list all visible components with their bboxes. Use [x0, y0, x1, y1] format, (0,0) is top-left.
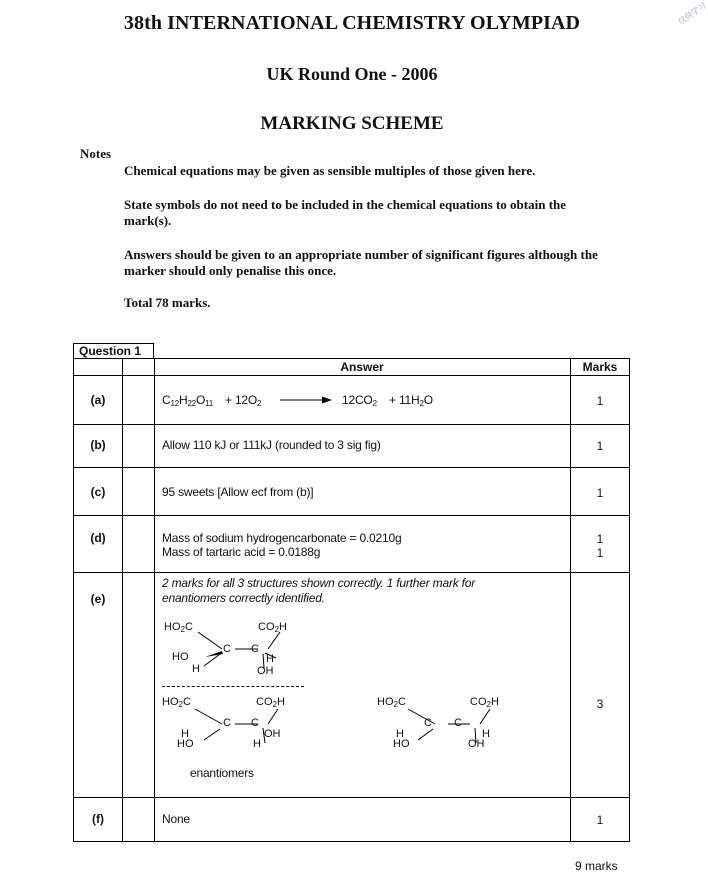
total-marks: 9 marks	[575, 859, 618, 873]
struct3-ho2c: $HO_2C$	[377, 696, 406, 709]
answer-header: Answer	[340, 360, 384, 374]
notes-label: Notes	[80, 146, 112, 161]
note-3: Answers should be given to an appropriate number of significant figures although the marker should only penalise this once.	[124, 247, 598, 278]
note-4: Total 78 marks.	[124, 295, 211, 310]
part-label-b: (b)	[90, 438, 106, 452]
struct3-oh: OH	[468, 738, 485, 750]
question-label: Question 1	[79, 344, 142, 358]
mark-a: 1	[596, 394, 604, 408]
mark-c: 1	[596, 486, 604, 500]
answer-d-line1: Mass of sodium hydrogencarbonate = 0.0210g	[162, 531, 402, 545]
corner-watermark: 仅供学习	[676, 0, 708, 27]
scheme-heading: MARKING SCHEME	[260, 113, 444, 134]
mark-f: 1	[596, 813, 604, 827]
struct2-c-left: C	[223, 717, 231, 729]
document-title: 38th INTERNATIONAL CHEMISTRY OLYMPIAD	[123, 12, 581, 34]
struct3-h-left: H	[396, 728, 404, 740]
mark-e: 3	[596, 697, 604, 711]
struct1-h-right: H	[266, 653, 274, 665]
struct1-h-left: H	[192, 663, 200, 675]
struct1-co2h: $CO_2H$	[258, 621, 287, 634]
part-label-f: (f)	[92, 812, 104, 826]
part-label-d: (d)	[90, 531, 106, 545]
struct2-co2h: $CO_2H$	[256, 696, 285, 709]
equation-reactant-1: $C_{12}H_{22}O_{11}$	[162, 393, 213, 408]
struct3-co2h: $CO_2H$	[470, 696, 499, 709]
struct2-h-right: H	[253, 738, 261, 750]
mark-d-1: 1	[596, 532, 604, 546]
struct3-h-right: H	[482, 728, 490, 740]
dashed-separator	[162, 686, 304, 687]
struct2-ho: HO	[177, 738, 194, 750]
reaction-arrow-icon	[280, 395, 332, 405]
struct3-ho: HO	[393, 738, 410, 750]
mark-b: 1	[596, 439, 604, 453]
part-label-a: (a)	[90, 393, 106, 407]
struct1-oh: OH	[257, 665, 274, 677]
answer-e-line1: 2 marks for all 3 structures shown correctly. 1 further mark for	[162, 576, 476, 590]
answer-d-line2: Mass of tartaric acid = 0.0188g	[162, 545, 321, 559]
struct1-ho2c: $HO_2C$	[164, 621, 193, 634]
struct3-c-left: C	[424, 717, 432, 729]
equation-product-1: $12CO_2$	[342, 393, 377, 408]
struct1-c-right: C	[251, 643, 259, 655]
note-2: State symbols do not need to be included in the chemical equations to obtain the mark(s).	[124, 197, 567, 228]
mark-d-2: 1	[596, 546, 604, 560]
marks-header: Marks	[582, 360, 618, 374]
part-label-e: (e)	[90, 592, 106, 606]
note-1: Chemical equations may be given as sensible multiples of those given here.	[124, 163, 536, 178]
struct2-ho2c: $HO_2C$	[162, 696, 191, 709]
struct1-c-left: C	[223, 643, 231, 655]
part-label-c: (c)	[90, 485, 106, 499]
struct2-h-left: H	[181, 728, 189, 740]
answer-b: Allow 110 kJ or 111kJ (rounded to 3 sig fig)	[162, 438, 381, 452]
equation-product-2: + $11H_2O$	[389, 393, 433, 408]
struct2-oh: OH	[264, 728, 281, 740]
struct1-ho: HO	[172, 651, 189, 663]
answer-f: None	[162, 812, 190, 826]
document-subtitle: UK Round One - 2006	[266, 64, 438, 84]
struct3-c-right: C	[454, 717, 462, 729]
enantiomers-label: enantiomers	[190, 766, 254, 780]
answer-e-line2: enantiomers correctly identified.	[162, 591, 325, 605]
struct2-c-right: C	[251, 717, 259, 729]
equation-reactant-2: + $12O_2$	[225, 393, 262, 408]
answer-c: 95 sweets [Allow ecf from (b)]	[162, 485, 314, 499]
